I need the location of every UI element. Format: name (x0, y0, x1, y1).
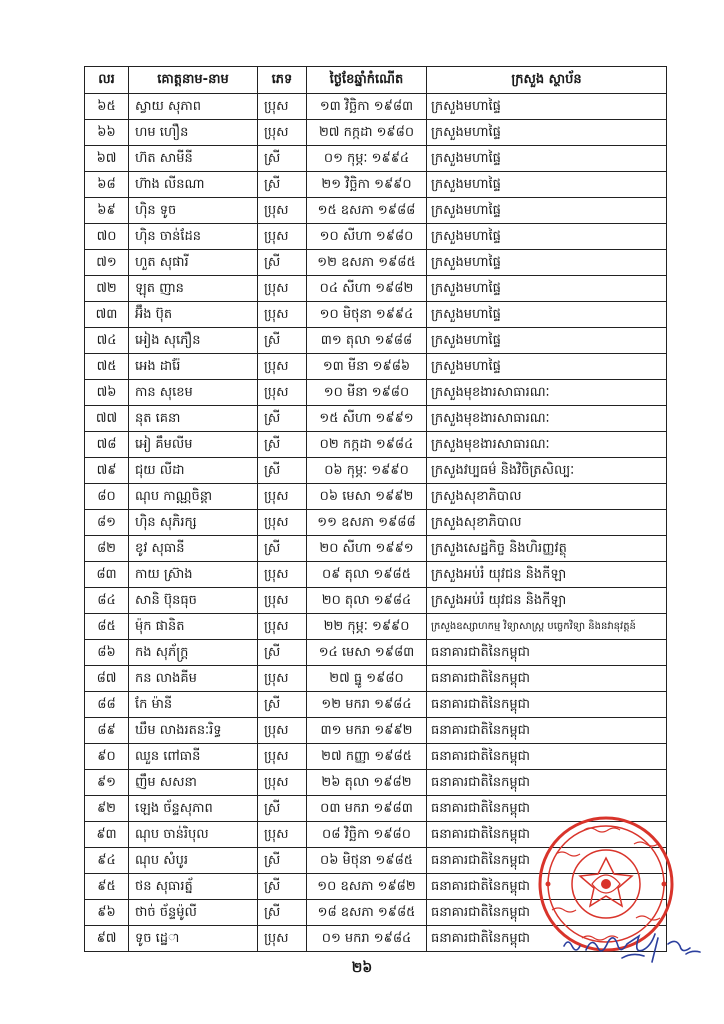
cell-name: ឡេង ច័ន្ទសុភាព (129, 796, 258, 822)
cell-dob: ៣១ មករា ១៩៩២ (307, 718, 427, 744)
cell-name: អៀង សុភឿន (129, 328, 258, 354)
cell-no: ៨០ (85, 484, 129, 510)
cell-no: ៧០ (85, 224, 129, 250)
cell-dob: ០៣ មករា ១៩៨៣ (307, 796, 427, 822)
cell-sex: ស្រី (258, 146, 307, 172)
cell-institution: ក្រសួងសុខាភិបាល (427, 510, 667, 536)
cell-sex: ប្រុស (258, 198, 307, 224)
table-row (85, 562, 667, 588)
cell-dob: ២០ សីហា ១៩៩១ (307, 536, 427, 562)
cell-institution: ធនាគារជាតិនៃកម្ពុជា (427, 796, 667, 822)
cell-institution: ក្រសួងអប់រំ យុវជន និងកីឡា (427, 588, 667, 614)
cell-institution: ក្រសួងមុខងារសាធារណៈ (427, 406, 667, 432)
cell-no: ៦៥ (85, 94, 129, 120)
cell-name: ណុប សំបូរ (129, 848, 258, 874)
cell-no: ៩៧ (85, 926, 129, 952)
cell-name: ថាច់ ច័ន្ទម៉ូលី (129, 900, 258, 926)
cell-dob: ០៦ កុម្ភៈ ១៩៩០ (307, 458, 427, 484)
cell-dob: ២៧ កញ្ញា ១៩៨៥ (307, 744, 427, 770)
cell-dob: ១០ ឧសភា ១៩៨២ (307, 874, 427, 900)
cell-name: ហ៊ត សាមីនី (129, 146, 258, 172)
table-row (85, 666, 667, 692)
cell-name: ឈួន ពៅធានី (129, 744, 258, 770)
table-row (85, 588, 667, 614)
cell-no: ៩៤ (85, 848, 129, 874)
cell-sex: ស្រី (258, 796, 307, 822)
cell-institution: ក្រសួងមុខងារសាធារណៈ (427, 432, 667, 458)
cell-sex: ស្រី (258, 874, 307, 900)
table-row (85, 432, 667, 458)
cell-dob: ១១ ឧសភា ១៩៨៨ (307, 510, 427, 536)
cell-institution: ក្រសួងសេដ្ឋកិច្ច និងហិរញ្ញវត្ថុ (427, 536, 667, 562)
cell-institution: ក្រសួងមហាផ្ទៃ (427, 198, 667, 224)
cell-sex: ប្រុស (258, 380, 307, 406)
cell-sex: ស្រី (258, 172, 307, 198)
cell-sex: ប្រុស (258, 354, 307, 380)
cell-institution: ធនាគារជាតិនៃកម្ពុជា (427, 770, 667, 796)
table-row (85, 718, 667, 744)
cell-institution: ធនាគារជាតិនៃកម្ពុជា (427, 744, 667, 770)
cell-institution: ក្រសួងមហាផ្ទៃ (427, 224, 667, 250)
cell-no: ៦៨ (85, 172, 129, 198)
cell-dob: ០១ កុម្ភៈ ១៩៩៤ (307, 146, 427, 172)
cell-name: ហម ហឿន (129, 120, 258, 146)
cell-institution: ធនាគារជាតិនៃកម្ពុជា (427, 848, 667, 874)
cell-institution: ក្រសួងមហាផ្ទៃ (427, 94, 667, 120)
cell-no: ៨៤ (85, 588, 129, 614)
cell-no: ៨៣ (85, 562, 129, 588)
table-row (85, 224, 667, 250)
cell-no: ៧៤ (85, 328, 129, 354)
cell-dob: ០៤ សីហា ១៩៨២ (307, 276, 427, 302)
table-row (85, 536, 667, 562)
cell-dob: ១៤ មេសា ១៩៨៣ (307, 640, 427, 666)
cell-name: កង សុភ័ក្រ្ត (129, 640, 258, 666)
cell-sex: ប្រុស (258, 562, 307, 588)
cell-dob: ២០ តុលា ១៩៨៤ (307, 588, 427, 614)
cell-sex: ប្រុស (258, 224, 307, 250)
cell-dob: ១០ សីហា ១៩៨០ (307, 224, 427, 250)
cell-institution: ធនាគារជាតិនៃកម្ពុជា (427, 692, 667, 718)
cell-name: អ៊ឹង ប៊ុត (129, 302, 258, 328)
cell-no: ៨៩ (85, 718, 129, 744)
cell-dob: ២២ កុម្ភៈ ១៩៩០ (307, 614, 427, 640)
table-row (85, 328, 667, 354)
table-row (85, 744, 667, 770)
cell-name: ញឹម សសនា (129, 770, 258, 796)
cell-institution: ក្រសួងមហាផ្ទៃ (427, 250, 667, 276)
cell-dob: ០១ មករា ១៩៨៤ (307, 926, 427, 952)
cell-institution: ក្រសួងមហាផ្ទៃ (427, 354, 667, 380)
cell-name: ហ៊ិន សុភិរក្ស (129, 510, 258, 536)
cell-no: ៨៦ (85, 640, 129, 666)
table-row (85, 354, 667, 380)
cell-institution: ក្រសួងអប់រំ យុវជន និងកីឡា (427, 562, 667, 588)
cell-dob: ១០ មិថុនា ១៩៩៤ (307, 302, 427, 328)
cell-dob: ១០ មីនា ១៩៨០ (307, 380, 427, 406)
cell-no: ៩១ (85, 770, 129, 796)
cell-dob: ៣១ តុលា ១៩៨៨ (307, 328, 427, 354)
cell-dob: ១២ ឧសភា ១៩៨៥ (307, 250, 427, 276)
cell-sex: ប្រុស (258, 276, 307, 302)
cell-no: ៩៣ (85, 822, 129, 848)
cell-institution: ក្រសួងមហាផ្ទៃ (427, 120, 667, 146)
cell-dob: ០៩ តុលា ១៩៨៥ (307, 562, 427, 588)
cell-name: ថន សុធារត្ន័ (129, 874, 258, 900)
cell-sex: ប្រុស (258, 484, 307, 510)
cell-name: អេង ដារ៉ែ (129, 354, 258, 380)
cell-sex: ស្រី (258, 640, 307, 666)
cell-no: ៨១ (85, 510, 129, 536)
cell-no: ៩០ (85, 744, 129, 770)
cell-name: ទូច ដេ្ឋា (129, 926, 258, 952)
table-row (85, 198, 667, 224)
cell-institution: ធនាគារជាតិនៃកម្ពុជា (427, 666, 667, 692)
cell-name: ស្វាយ សុភាព (129, 94, 258, 120)
cell-no: ៧៣ (85, 302, 129, 328)
cell-no: ៨៥ (85, 614, 129, 640)
cell-institution: ក្រសួងសុខាភិបាល (427, 484, 667, 510)
cell-sex: ប្រុស (258, 588, 307, 614)
cell-institution: ក្រសួងមហាផ្ទៃ (427, 302, 667, 328)
cell-dob: ២៧ ធ្នូ ១៩៨០ (307, 666, 427, 692)
cell-name: ជុយ លីដា (129, 458, 258, 484)
cell-sex: ប្រុស (258, 926, 307, 952)
cell-institution: ក្រសួងវប្បធម៌ និងវិចិត្រសិល្បៈ (427, 458, 667, 484)
cell-no: ៨៨ (85, 692, 129, 718)
cell-name: ហ៊ិន ទូច (129, 198, 258, 224)
cell-dob: ០៦ មិថុនា ១៩៨៥ (307, 848, 427, 874)
cell-institution: ក្រសួងមហាផ្ទៃ (427, 276, 667, 302)
cell-dob: ១២ មករា ១៩៨៤ (307, 692, 427, 718)
cell-institution: ធនាគារជាតិនៃកម្ពុជា (427, 822, 667, 848)
cell-name: អៀ គឹមលីម (129, 432, 258, 458)
cell-institution: ធនាគារជាតិនៃកម្ពុជា (427, 900, 667, 926)
cell-no: ៧២ (85, 276, 129, 302)
table-row (85, 172, 667, 198)
cell-sex: ប្រុស (258, 744, 307, 770)
table-row (85, 640, 667, 666)
cell-dob: ១៣ វិច្ឆិកា ១៩៨៣ (307, 94, 427, 120)
table-row (85, 94, 667, 120)
cell-name: នុត គេនា (129, 406, 258, 432)
cell-name: ហ៊ិន ចាន់ដែន (129, 224, 258, 250)
cell-sex: ស្រី (258, 900, 307, 926)
cell-dob: ១៨ ឧសភា ១៩៨៥ (307, 900, 427, 926)
table-row (85, 458, 667, 484)
cell-name: សានិ ប៊ុនធុច (129, 588, 258, 614)
cell-no: ៧៥ (85, 354, 129, 380)
cell-sex: ប្រុស (258, 120, 307, 146)
cell-no: ៧៦ (85, 380, 129, 406)
header-dob: ថ្ងៃខែឆ្នាំកំណើត (307, 67, 427, 94)
handwritten-signature (560, 928, 710, 968)
cell-institution: ក្រសួងមហាផ្ទៃ (427, 146, 667, 172)
cell-sex: ស្រី (258, 406, 307, 432)
cell-institution: ធនាគារជាតិនៃកម្ពុជា (427, 926, 667, 952)
cell-dob: ១៥ សីហា ១៩៩១ (307, 406, 427, 432)
table-row (85, 510, 667, 536)
cell-institution: ក្រសួងមុខងារសាធារណៈ (427, 380, 667, 406)
table-row (85, 484, 667, 510)
cell-sex: ស្រី (258, 692, 307, 718)
cell-dob: ២៧ កក្កដា ១៩៨០ (307, 120, 427, 146)
cell-institution: ធនាគារជាតិនៃកម្ពុជា (427, 874, 667, 900)
cell-sex: ប្រុស (258, 302, 307, 328)
cell-no: ៨២ (85, 536, 129, 562)
cell-name: ហ៊ាង លីនណា (129, 172, 258, 198)
cell-no: ៦៧ (85, 146, 129, 172)
table-row (85, 146, 667, 172)
cell-name: ឃឹម លាងរតនៈរិទ្ធ (129, 718, 258, 744)
page-number: ២៦ (351, 960, 373, 976)
cell-name: កាន សុខេម (129, 380, 258, 406)
cell-no: ៦៩ (85, 198, 129, 224)
cell-sex: ប្រុស (258, 822, 307, 848)
cell-no: ៧៨ (85, 432, 129, 458)
cell-name: កាយ ស្រ៊ាង (129, 562, 258, 588)
cell-sex: ស្រី (258, 458, 307, 484)
cell-institution: ធនាគារជាតិនៃកម្ពុជា (427, 640, 667, 666)
cell-dob: ១៥ ឧសភា ១៩៨៨ (307, 198, 427, 224)
cell-name: ឡុត ញាន (129, 276, 258, 302)
table-row (85, 770, 667, 796)
cell-institution: ធនាគារជាតិនៃកម្ពុជា (427, 718, 667, 744)
cell-no: ៩៥ (85, 874, 129, 900)
cell-no: ៦៦ (85, 120, 129, 146)
cell-institution: ក្រសួងមហាផ្ទៃ (427, 172, 667, 198)
cell-dob: ២៦ តុលា ១៩៨២ (307, 770, 427, 796)
cell-institution: ក្រសួងឧស្សាហកម្ម វិទ្យាសាស្ត្រ បច្ចេកវិទ្យា និងនវានុវត្តន៍ (427, 614, 667, 640)
cell-dob: ១៣ មីនា ១៩៨៦ (307, 354, 427, 380)
cell-name: ម៉ុក ផានិត (129, 614, 258, 640)
cell-name: កែ ម៉ានី (129, 692, 258, 718)
cell-sex: ស្រី (258, 848, 307, 874)
cell-sex: ស្រី (258, 536, 307, 562)
cell-name: ហួត សុផារី (129, 250, 258, 276)
cell-dob: ០២ កក្កដា ១៩៨៤ (307, 432, 427, 458)
cell-sex: ប្រុស (258, 614, 307, 640)
cell-no: ៩៦ (85, 900, 129, 926)
cell-sex: ស្រី (258, 328, 307, 354)
cell-institution: ក្រសួងមហាផ្ទៃ (427, 328, 667, 354)
cell-sex: ស្រី (258, 432, 307, 458)
cell-sex: ប្រុស (258, 94, 307, 120)
cell-sex: ប្រុស (258, 510, 307, 536)
table-row (85, 250, 667, 276)
cell-no: ៧៧ (85, 406, 129, 432)
cell-dob: ២១ វិច្ឆិកា ១៩៩០ (307, 172, 427, 198)
table-row (85, 302, 667, 328)
table-row (85, 276, 667, 302)
table-row (85, 120, 667, 146)
cell-name: ខូវ សុធានី (129, 536, 258, 562)
table-row (85, 380, 667, 406)
cell-dob: ០៦ មេសា ១៩៩២ (307, 484, 427, 510)
cell-dob: ០៨ វិច្ឆិកា ១៩៨០ (307, 822, 427, 848)
table-header-row (85, 67, 667, 94)
cell-name: ណុប ចាន់រិបុល (129, 822, 258, 848)
header-institution: ក្រសួង ស្ថាប័ន (427, 67, 667, 94)
table-row (85, 406, 667, 432)
table-row (85, 692, 667, 718)
cell-sex: ប្រុស (258, 718, 307, 744)
cell-sex: ប្រុស (258, 770, 307, 796)
header-name: គោត្តនាម-នាម (129, 67, 258, 94)
header-no: លរ (85, 67, 129, 94)
cell-no: ៧៩ (85, 458, 129, 484)
header-sex: ភេទ (258, 67, 307, 94)
table-row (85, 614, 667, 640)
cell-name: ណុប កាណ្ណចិន្តា (129, 484, 258, 510)
cell-sex: ប្រុស (258, 666, 307, 692)
cell-no: ៧១ (85, 250, 129, 276)
cell-name: កន លាងគីម (129, 666, 258, 692)
cell-sex: ស្រី (258, 250, 307, 276)
cell-no: ៨៧ (85, 666, 129, 692)
cell-no: ៩២ (85, 796, 129, 822)
